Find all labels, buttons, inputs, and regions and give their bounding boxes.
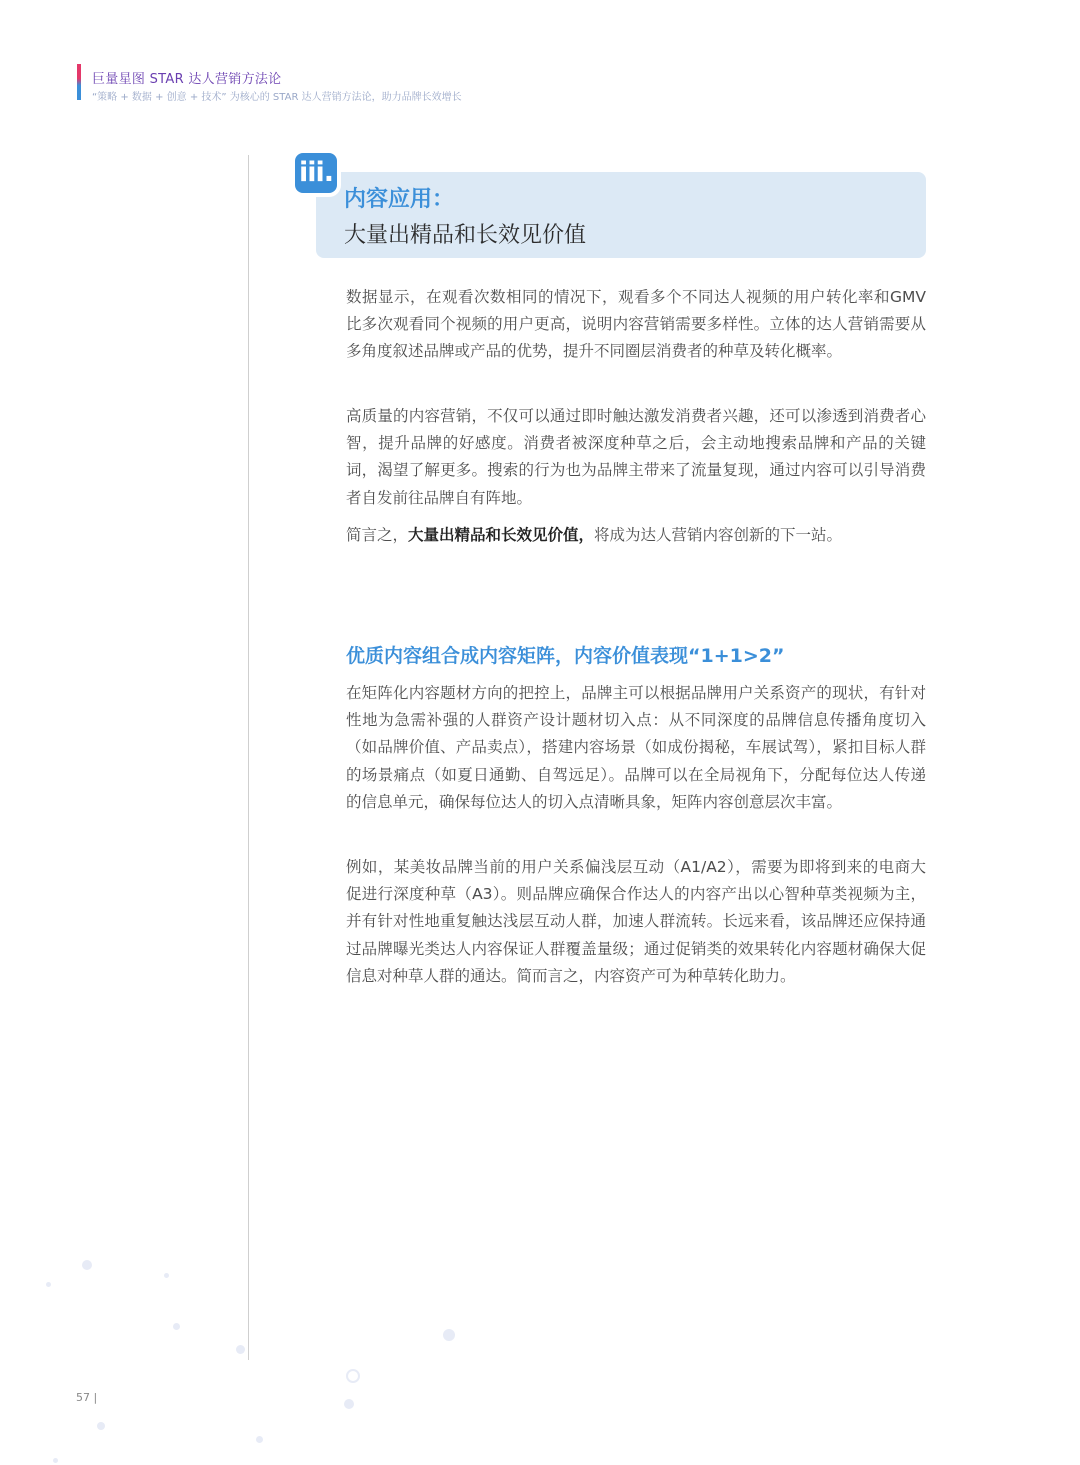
decorative-dot — [443, 1329, 455, 1341]
decorative-dot — [344, 1399, 354, 1409]
paragraph-3-lead: 简言之， — [346, 526, 409, 544]
vertical-divider — [248, 155, 249, 1360]
section-kicker: 内容应用： — [344, 187, 455, 212]
decorative-dot — [173, 1323, 180, 1330]
decorative-dot — [53, 1458, 58, 1463]
paragraph-3-emphasis: 大量出精品和长效见价值， — [408, 526, 595, 544]
decorative-dot — [256, 1436, 263, 1443]
decorative-dot — [236, 1345, 245, 1354]
decorative-dot — [164, 1273, 169, 1278]
paragraph-3 — [346, 522, 926, 549]
paragraph-2: 高质量的内容营销，不仅可以通过即时触达激发消费者兴趣，还可以渗透到消费者心智，提升品牌的好感度。消费者被深度种草之后，会主动地搜索品牌和产品的关键词，渴望了解更多。搜索的行为也为品牌主带来了流量复现，通过内容可以引导消费者自发前往品牌自有阵地。 — [346, 407, 926, 507]
decorative-dot — [97, 1422, 105, 1430]
header-title: 巨量星图 STAR 达人营销方法论 — [92, 72, 282, 87]
section-title: 大量出精品和长效见价值 — [344, 223, 587, 248]
decorative-dot — [46, 1282, 51, 1287]
header-subtitle: “策略 + 数据 + 创意 + 技术” 为核心的 STAR 达人营销方法论，助力品牌长效增长 — [92, 92, 462, 103]
decorative-dot — [82, 1260, 92, 1270]
subheading: 优质内容组合成内容矩阵，内容价值表现“1+1>2” — [346, 645, 785, 667]
section-number-badge: iii. — [295, 153, 337, 193]
paragraph-4: 在矩阵化内容题材方向的把控上，品牌主可以根据品牌用户关系资产的现状，有针对性地为急需补强的人群资产设计题材切入点：从不同深度的品牌信息传播角度切入（如品牌价值、产品卖点），搭建内容场景（如成份揭秘，车展试驾），紧扣目标人群的场景痛点（如夏日通勤、自驾远足）。品牌可以在全局视角下，分配每位达人传递的信息单元，确保每位达人的切入点清晰具象，矩阵内容创意层次丰富。 — [346, 684, 926, 811]
paragraph-1: 数据显示，在观看次数相同的情况下，观看多个不同达人视频的用户转化率和GMV 比多次观看同个视频的用户更高，说明内容营销需要多样性。立体的达人营销需要从多角度叙述品牌或产品的优势，提升不同圈层消费者的种草及转化概率。 — [346, 288, 926, 361]
paragraph-5: 例如，某美妆品牌当前的用户关系偏浅层互动（A1/A2），需要为即将到来的电商大促进行深度种草（A3）。则品牌应确保合作达人的内容产出以心智种草类视频为主，并有针对性地重复触达浅层互动人群，加速人群流转。长远来看，该品牌还应保持通过品牌曝光类达人内容保证人群覆盖量级；通过促销类的效果转化内容题材确保大促信息对种草人群的通达。简而言之，内容资产可为种草转化助力。 — [346, 858, 926, 985]
header-accent-bar — [77, 64, 81, 100]
decorative-dot — [346, 1369, 360, 1383]
paragraph-3-tail: 将成为达人营销内容创新的下一站。 — [594, 526, 843, 544]
page-number: 57 | — [76, 1391, 98, 1404]
